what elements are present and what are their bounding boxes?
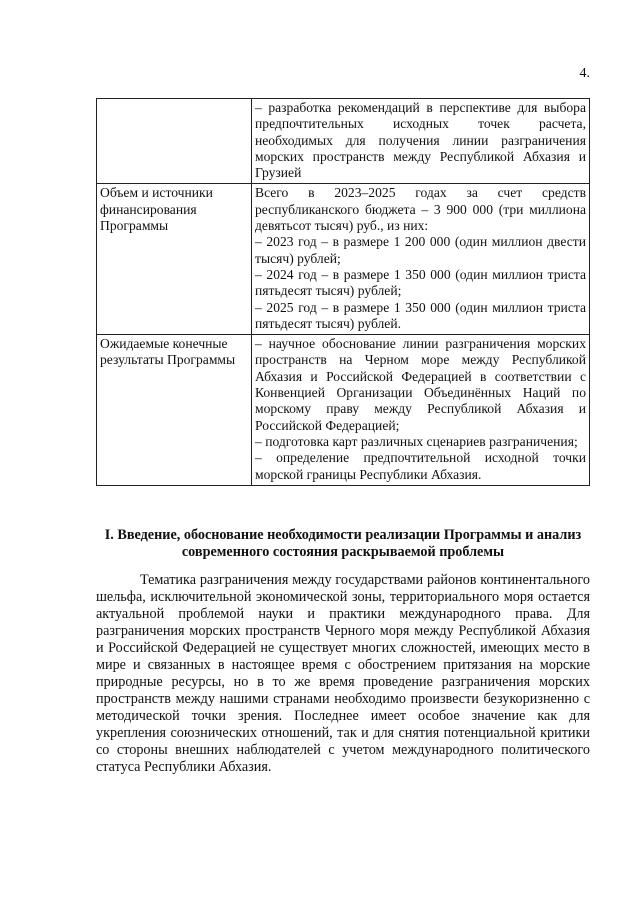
content-line: – определение предпочтительной исходной точки морской границы Республики Абхазия. — [255, 450, 586, 482]
program-passport-table — [96, 98, 590, 486]
row-content — [252, 99, 590, 184]
content-line: – разработка рекомендаций в перспективе для выбора предпочтительных исходных точек расчета, необходимых для получения линии разграничения морских пространств между Республикой Абхазия и Грузией — [255, 100, 586, 181]
section-heading: I. Введение, обоснование необходимости реализации Программы и анализ современного состояния раскрываемой проблемы — [104, 527, 582, 560]
content-line: – 2025 год – в размере 1 350 000 (один миллион триста пятьдесят тысяч) рублей. — [255, 299, 586, 331]
row-label: Объем и источники финансирования Программы — [97, 184, 252, 335]
row-content — [252, 184, 590, 335]
table-row — [97, 99, 590, 184]
row-label — [97, 99, 252, 184]
content-line: – научное обоснование линии разграничения морских пространств на Черном море между Республикой Абхазия и Российской Федерацией в соответствии с Конвенцией Организации Объединённых Наций по морскому праву между Республикой Абхазия и Российской Федерацией; — [255, 336, 586, 433]
content-line: – 2023 год – в размере 1 200 000 (один миллион двести тысяч) рублей; — [255, 234, 586, 266]
content-line: – 2024 год – в размере 1 350 000 (один миллион триста пятьдесят тысяч) рублей; — [255, 266, 586, 299]
table-row — [97, 184, 590, 335]
row-label: Ожидаемые конечные результаты Программы — [97, 335, 252, 486]
row-content — [252, 335, 590, 486]
content-line: – подготовка карт различных сценариев разграничения; — [255, 433, 578, 449]
body-paragraph: Тематика разграничения между государствами районов континентального шельфа, исключительной экономической зоны, территориального моря остается актуальной проблемой науки и практики международного права. Для разграничения морских пространств Черного моря между Республикой Абхазия и Российской Федерацией не существует многих сложностей, имеющих место в мире и связанных в настоящее время с обострением притязания на морские природные ресурсы, но в то же время проведение разграничения морских пространств между нашими странами необходимо произвести безукоризненно с методической точки зрения. Последнее имеет особое значение как для укрепления союзнических отношений, так и для снятия потенциальной критики со стороны внешних наблюдателей с учетом международного политического статуса Республики Абхазия. — [96, 572, 590, 775]
page-number: 4. — [579, 66, 590, 81]
content-line: Всего в 2023–2025 годах за счет средств республиканского бюджета – 3 900 000 (три миллиона девятьсот тысяч) руб., из них: — [255, 185, 586, 234]
table-row — [97, 335, 590, 486]
